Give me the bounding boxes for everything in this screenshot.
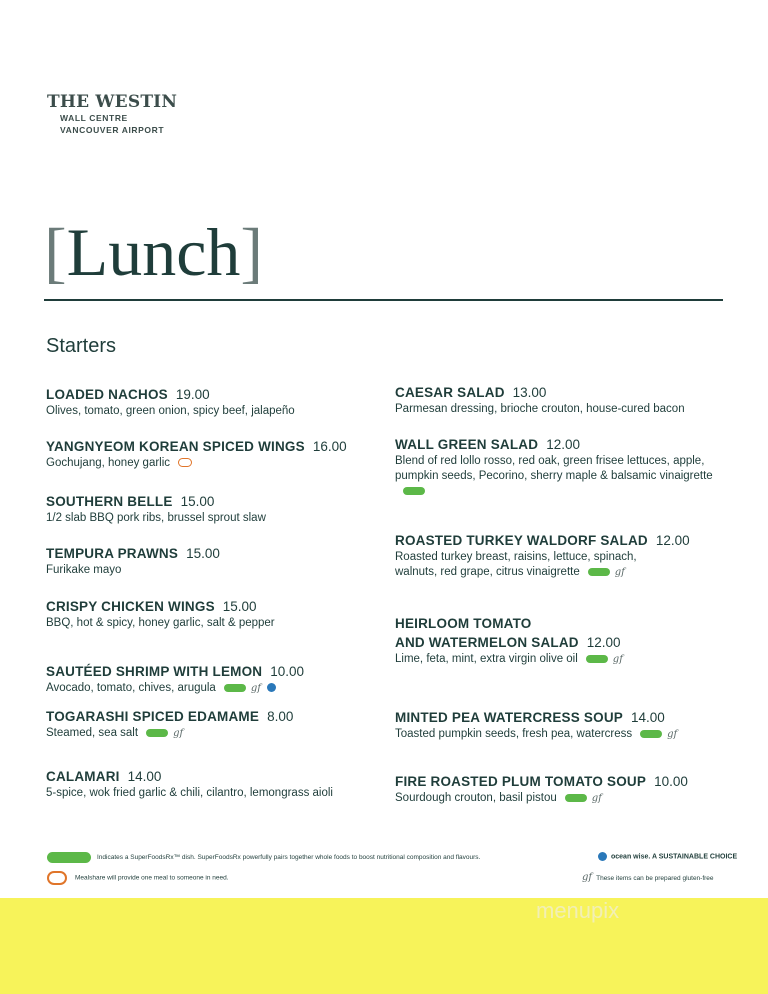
item-description: Furikake mayo [46, 564, 122, 576]
item-description: Blend of red lollo rosso, red oak, green frisee lettuces, apple, pumpkin seeds, Pecorino, sherry maple & balsamic vinaigrette [395, 455, 713, 482]
brand-name: THE WESTIN [47, 92, 178, 112]
item-name: FIRE ROASTED PLUM TOMATO SOUP [395, 774, 647, 789]
item-description: Gochujang, honey garlic [46, 457, 171, 469]
menu-item [46, 543, 376, 578]
menu-item [395, 771, 725, 806]
legend-superfoods-text: Indicates a SuperFoodsRx™ dish. SuperFoodsRx powerfully pairs together whole foods to boost nutritional composition and flavours. [97, 854, 481, 862]
item-name: ROASTED TURKEY WALDORF SALAD [395, 533, 648, 548]
title-divider [44, 299, 723, 301]
item-description: Roasted turkey breast, raisins, lettuce, spinach, walnuts, red grape, citrus vinaigrette [395, 551, 637, 578]
superfoods-icon [565, 794, 587, 802]
superfoods-icon [146, 729, 168, 737]
item-price: 10.00 [654, 774, 688, 789]
ocean-wise-icon [598, 852, 607, 861]
brand-line-2: VANCOUVER AIRPORT [60, 125, 165, 135]
legend-glutenfree-text: These items can be prepared gluten-free [596, 875, 714, 882]
item-description: BBQ, hot & spicy, honey garlic, salt & pepper [46, 617, 275, 629]
menu-item [46, 706, 376, 741]
menu-item [46, 661, 376, 696]
item-price: 16.00 [312, 439, 347, 454]
item-price: 12.00 [655, 533, 690, 548]
item-name: TEMPURA PRAWNS [46, 546, 179, 561]
menu-item [46, 384, 376, 419]
superfoods-icon [640, 730, 662, 738]
item-description: Steamed, sea salt [46, 727, 139, 739]
item-name: CRISPY CHICKEN WINGS [46, 599, 215, 614]
legend-oceanwise [598, 852, 737, 861]
item-price: 15.00 [222, 599, 257, 614]
item-name: WALL GREEN SALAD [395, 437, 539, 452]
menu-item [395, 434, 725, 499]
ocean-wise-icon [267, 683, 276, 692]
gluten-free-icon: gf [612, 654, 623, 665]
superfoods-icon [586, 655, 608, 663]
gluten-free-icon: gf [614, 567, 625, 578]
menu-item [46, 436, 376, 471]
menu-item [395, 530, 725, 580]
item-name: TOGARASHI SPICED EDAMAME [46, 709, 260, 724]
item-price: 10.00 [270, 664, 305, 679]
superfoods-logo [47, 852, 91, 863]
item-price: 19.00 [175, 387, 210, 402]
item-price: 15.00 [186, 546, 220, 561]
gluten-free-icon: gf [250, 683, 261, 694]
legend-oceanwise-text: ocean wise. A SUSTAINABLE CHOICE [611, 853, 738, 861]
menu-title: [Lunch] [44, 214, 264, 290]
superfoods-icon [403, 487, 425, 495]
legend-superfoods [47, 852, 480, 863]
item-name: YANGNYEOM KOREAN SPICED WINGS [46, 439, 305, 454]
menu-item [395, 616, 725, 667]
gluten-free-icon: gf [667, 729, 678, 740]
item-price: 12.00 [586, 635, 621, 650]
item-name: MINTED PEA WATERCRESS SOUP [395, 710, 623, 725]
item-name: SAUTÉED SHRIMP WITH LEMON [46, 664, 263, 679]
menu-item [46, 766, 376, 801]
bracket-right-icon: ] [240, 214, 264, 290]
bracket-left-icon: [ [44, 214, 67, 290]
item-description: Avocado, tomato, chives, arugula [46, 682, 216, 694]
item-description: Parmesan dressing, brioche crouton, house-cured bacon [395, 403, 685, 415]
brand-line-1: WALL CENTRE [60, 113, 128, 123]
menu-item [395, 707, 725, 742]
menu-item [46, 596, 376, 631]
item-description: 1/2 slab BBQ pork ribs, brussel sprout slaw [46, 512, 266, 524]
menu-item [46, 491, 376, 526]
superfoods-icon [588, 568, 610, 576]
item-name: HEIRLOOM TOMATO [395, 616, 532, 631]
hotel-logo [47, 92, 177, 136]
superfoods-icon [224, 684, 246, 692]
item-price: 13.00 [512, 385, 547, 400]
item-price: 12.00 [546, 437, 580, 452]
item-description: Toasted pumpkin seeds, fresh pea, watercress [395, 728, 633, 740]
item-name: SOUTHERN BELLE [46, 494, 173, 509]
item-price: 15.00 [180, 494, 215, 509]
mealshare-icon [47, 871, 67, 885]
mealshare-icon [178, 458, 192, 467]
legend-mealshare-text: Mealshare will provide one meal to someone in need. [75, 874, 229, 882]
item-price: 14.00 [127, 769, 162, 784]
item-description: Olives, tomato, green onion, spicy beef, jalapeño [46, 405, 295, 417]
legend-glutenfree [582, 872, 714, 883]
item-name: CAESAR SALAD [395, 385, 505, 400]
gluten-free-icon: gf [582, 872, 593, 883]
watermark: menupix [536, 898, 620, 923]
item-name-line-2: AND WATERMELON SALAD [395, 635, 579, 650]
footer-band [0, 898, 768, 994]
menu-item [395, 382, 725, 417]
item-name: CALAMARI [46, 769, 120, 784]
gluten-free-icon: gf [173, 728, 184, 739]
item-description: 5-spice, wok fried garlic & chili, cilantro, lemongrass aioli [46, 787, 333, 799]
item-price: 8.00 [267, 709, 294, 724]
legend-mealshare [47, 871, 229, 885]
section-heading: Starters [46, 335, 117, 357]
item-price: 14.00 [630, 710, 665, 725]
item-name: LOADED NACHOS [46, 387, 168, 402]
item-description: Sourdough crouton, basil pistou [395, 792, 557, 804]
item-description: Lime, feta, mint, extra virgin olive oil [395, 653, 578, 665]
gluten-free-icon: gf [591, 793, 602, 804]
